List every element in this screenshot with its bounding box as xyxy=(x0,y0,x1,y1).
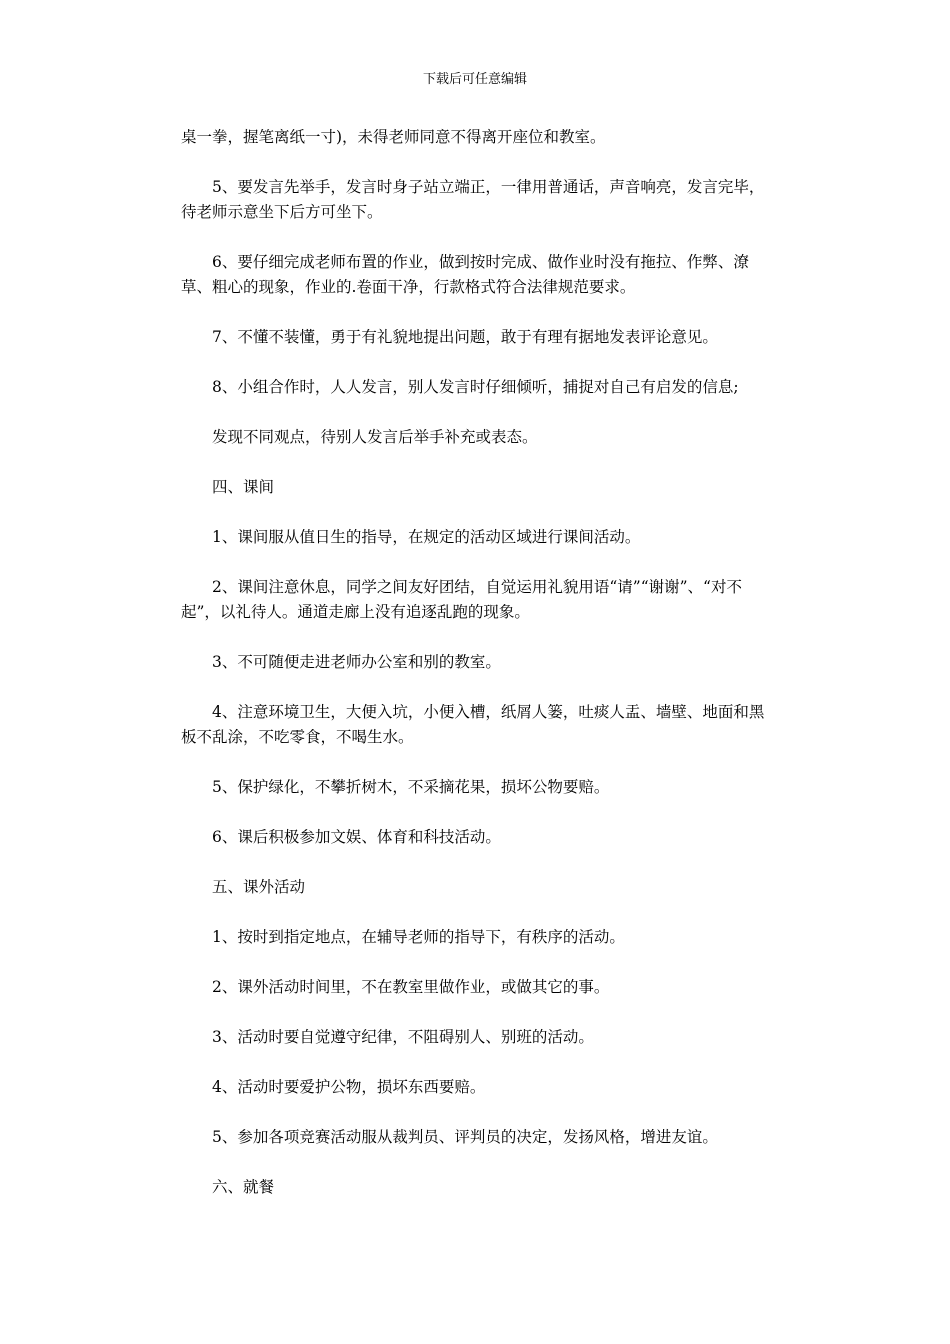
paragraph-item-6: 6、要仔细完成老师布置的作业，做到按时完成、做作业时没有拖拉、作弊、潦草、粗心的现象，作业的.卷面干净，行款格式符合法律规范要求。 xyxy=(181,253,749,296)
paragraph-recess-3: 3、不可随便走进老师办公室和别的教室。 xyxy=(212,653,501,671)
paragraph-recess-2: 2、课间注意休息，同学之间友好团结，自觉运用礼貌用语“请”“谢谢”、“对不起”，以礼待人。通道走廊上没有追逐乱跑的现象。 xyxy=(181,578,742,621)
section-heading-dining: 六、就餐 xyxy=(212,1178,275,1196)
section-heading-recess: 四、课间 xyxy=(212,478,275,496)
paragraph-item-8: 8、小组合作时，人人发言，别人发言时仔细倾听，捕捉对自己有启发的信息; xyxy=(212,378,739,396)
page-header: 下载后可任意编辑 xyxy=(422,72,527,87)
section-heading-extracurricular: 五、课外活动 xyxy=(212,878,306,896)
paragraph-extra-4: 4、活动时要爱护公物，损坏东西要赔。 xyxy=(212,1078,486,1096)
paragraph-item-7: 7、不懂不装懂，勇于有礼貌地提出问题，敢于有理有据地发表评论意见。 xyxy=(212,328,718,346)
document-body xyxy=(181,125,774,1225)
paragraph-extra-1: 1、按时到指定地点，在辅导老师的指导下，有秩序的活动。 xyxy=(212,928,625,946)
paragraph-item-5: 5、要发言先举手，发言时身子站立端正，一律用普通话，声音响亮，发言完毕，待老师示意坐下后方可坐下。 xyxy=(181,178,765,221)
paragraph-extra-3: 3、活动时要自觉遵守纪律，不阻碍别人、别班的活动。 xyxy=(212,1028,594,1046)
paragraph-continuation: 桌一拳，握笔离纸一寸)，未得老师同意不得离开座位和教室。 xyxy=(181,128,606,146)
paragraph-recess-1: 1、课间服从值日生的指导，在规定的活动区域进行课间活动。 xyxy=(212,528,641,546)
paragraph-recess-6: 6、课后积极参加文娱、体育和科技活动。 xyxy=(212,828,501,846)
paragraph-extra-5: 5、参加各项竞赛活动服从裁判员、评判员的决定，发扬风格，增进友谊。 xyxy=(212,1128,718,1146)
paragraph-extra-2: 2、课外活动时间里，不在教室里做作业，或做其它的事。 xyxy=(212,978,610,996)
paragraph-recess-5: 5、保护绿化，不攀折树木，不采摘花果，损坏公物要赔。 xyxy=(212,778,610,796)
paragraph-item-8-cont: 发现不同观点，待别人发言后举手补充或表态。 xyxy=(212,428,538,446)
paragraph-recess-4: 4、注意环境卫生，大便入坑，小便入槽，纸屑人篓，吐痰人盂、墙壁、地面和黑板不乱涂，不吃零食，不喝生水。 xyxy=(181,703,765,746)
